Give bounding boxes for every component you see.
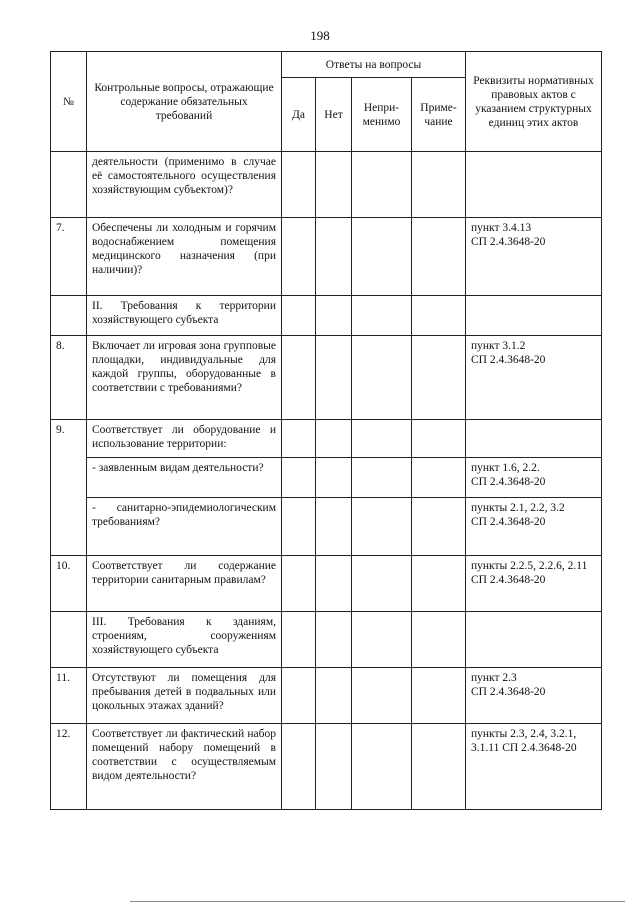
row-ref xyxy=(466,152,602,218)
row-ref xyxy=(466,296,602,336)
row-ref: пункт 2.3 СП 2.4.3648-20 xyxy=(466,668,602,724)
cell-note[interactable] xyxy=(412,498,466,556)
table-subrow xyxy=(51,498,602,556)
section-row xyxy=(51,612,602,668)
row-question: Обеспечены ли холодным и горячим водоснабжением помещения медицинского назначения (при наличии)? xyxy=(87,218,282,296)
row-question: Отсутствуют ли помещения для пребывания детей в подвальных или цокольных этажах зданий? xyxy=(87,668,282,724)
cell-na[interactable] xyxy=(352,420,412,458)
row-num xyxy=(51,612,87,668)
table-row xyxy=(51,420,602,458)
header-na: Непри- менимо xyxy=(352,78,412,152)
table-row xyxy=(51,668,602,724)
row-question: Соответствует ли содержание территории санитарным правилам? xyxy=(87,556,282,612)
cell-no[interactable] xyxy=(316,296,352,336)
header-yes: Да xyxy=(282,78,316,152)
table-row xyxy=(51,336,602,420)
row-ref: пункты 2.3, 2.4, 3.2.1, 3.1.11 СП 2.4.3648-20 xyxy=(466,724,602,810)
row-ref: пункт 1.6, 2.2. СП 2.4.3648-20 xyxy=(466,458,602,498)
section-title: III. Требования к зданиям, строениям, сооружениям хозяйствующего субъекта xyxy=(87,612,282,668)
cell-note[interactable] xyxy=(412,420,466,458)
row-question: - заявленным видам деятельности? xyxy=(87,458,282,498)
cell-no[interactable] xyxy=(316,724,352,810)
cell-na[interactable] xyxy=(352,556,412,612)
table-row xyxy=(51,556,602,612)
cell-note[interactable] xyxy=(412,296,466,336)
cell-na[interactable] xyxy=(352,724,412,810)
row-ref: пункт 3.4.13 СП 2.4.3648-20 xyxy=(466,218,602,296)
cell-na[interactable] xyxy=(352,218,412,296)
header-refs: Реквизиты нормативных правовых актов с указанием структурных единиц этих актов xyxy=(466,52,602,152)
row-num: 9. xyxy=(51,420,87,556)
header-row-1 xyxy=(51,52,602,78)
scan-edge-line xyxy=(130,901,625,902)
cell-note[interactable] xyxy=(412,336,466,420)
row-ref: пункты 2.2.5, 2.2.6, 2.11 СП 2.4.3648-20 xyxy=(466,556,602,612)
header-no: Нет xyxy=(316,78,352,152)
cell-no[interactable] xyxy=(316,458,352,498)
header-num: № xyxy=(51,52,87,152)
cell-no[interactable] xyxy=(316,152,352,218)
table-row xyxy=(51,152,602,218)
row-question: деятельности (применимо в случае её самостоятельного осуществления хозяйствующим субъектом)? xyxy=(87,152,282,218)
cell-no[interactable] xyxy=(316,218,352,296)
cell-yes[interactable] xyxy=(282,336,316,420)
row-ref: пункт 3.1.2 СП 2.4.3648-20 xyxy=(466,336,602,420)
row-num: 12. xyxy=(51,724,87,810)
row-ref: пункты 2.1, 2.2, 3.2 СП 2.4.3648-20 xyxy=(466,498,602,556)
cell-no[interactable] xyxy=(316,668,352,724)
row-num: 10. xyxy=(51,556,87,612)
row-num: 11. xyxy=(51,668,87,724)
cell-yes[interactable] xyxy=(282,612,316,668)
cell-na[interactable] xyxy=(352,296,412,336)
cell-note[interactable] xyxy=(412,152,466,218)
cell-na[interactable] xyxy=(352,458,412,498)
cell-na[interactable] xyxy=(352,498,412,556)
header-question: Контрольные вопросы, отражающие содержание обязательных требований xyxy=(87,52,282,152)
cell-no[interactable] xyxy=(316,498,352,556)
cell-note[interactable] xyxy=(412,724,466,810)
page-number: 198 xyxy=(310,28,330,43)
cell-yes[interactable] xyxy=(282,556,316,612)
row-num: 7. xyxy=(51,218,87,296)
row-num xyxy=(51,152,87,218)
cell-na[interactable] xyxy=(352,152,412,218)
row-question: Включает ли игровая зона групповые площадки, индивидуальные для каждой группы, оборудованные в соответствии с требованиями? xyxy=(87,336,282,420)
cell-no[interactable] xyxy=(316,420,352,458)
cell-note[interactable] xyxy=(412,612,466,668)
table-row xyxy=(51,724,602,810)
cell-na[interactable] xyxy=(352,336,412,420)
cell-yes[interactable] xyxy=(282,498,316,556)
row-ref xyxy=(466,612,602,668)
cell-yes[interactable] xyxy=(282,724,316,810)
section-title: II. Требования к территории хозяйствующего субъекта xyxy=(87,296,282,336)
row-question: Соответствует ли оборудование и использование территории: xyxy=(87,420,282,458)
header-note: Приме- чание xyxy=(412,78,466,152)
cell-note[interactable] xyxy=(412,556,466,612)
table-row xyxy=(51,218,602,296)
row-question: - санитарно-эпидемиологическим требованиям? xyxy=(87,498,282,556)
cell-note[interactable] xyxy=(412,458,466,498)
cell-yes[interactable] xyxy=(282,668,316,724)
cell-no[interactable] xyxy=(316,612,352,668)
row-ref xyxy=(466,420,602,458)
cell-note[interactable] xyxy=(412,218,466,296)
row-question: Соответствует ли фактический набор помещений набору помещений в соответствии с осуществляемым видом деятельности? xyxy=(87,724,282,810)
cell-note[interactable] xyxy=(412,668,466,724)
cell-yes[interactable] xyxy=(282,420,316,458)
header-answers: Ответы на вопросы xyxy=(282,52,466,78)
row-num: 8. xyxy=(51,336,87,420)
cell-no[interactable] xyxy=(316,336,352,420)
cell-yes[interactable] xyxy=(282,218,316,296)
row-num xyxy=(51,296,87,336)
cell-yes[interactable] xyxy=(282,152,316,218)
cell-yes[interactable] xyxy=(282,296,316,336)
cell-yes[interactable] xyxy=(282,458,316,498)
cell-na[interactable] xyxy=(352,612,412,668)
section-row xyxy=(51,296,602,336)
table-subrow xyxy=(51,458,602,498)
cell-no[interactable] xyxy=(316,556,352,612)
cell-na[interactable] xyxy=(352,668,412,724)
checklist-table xyxy=(50,51,602,810)
